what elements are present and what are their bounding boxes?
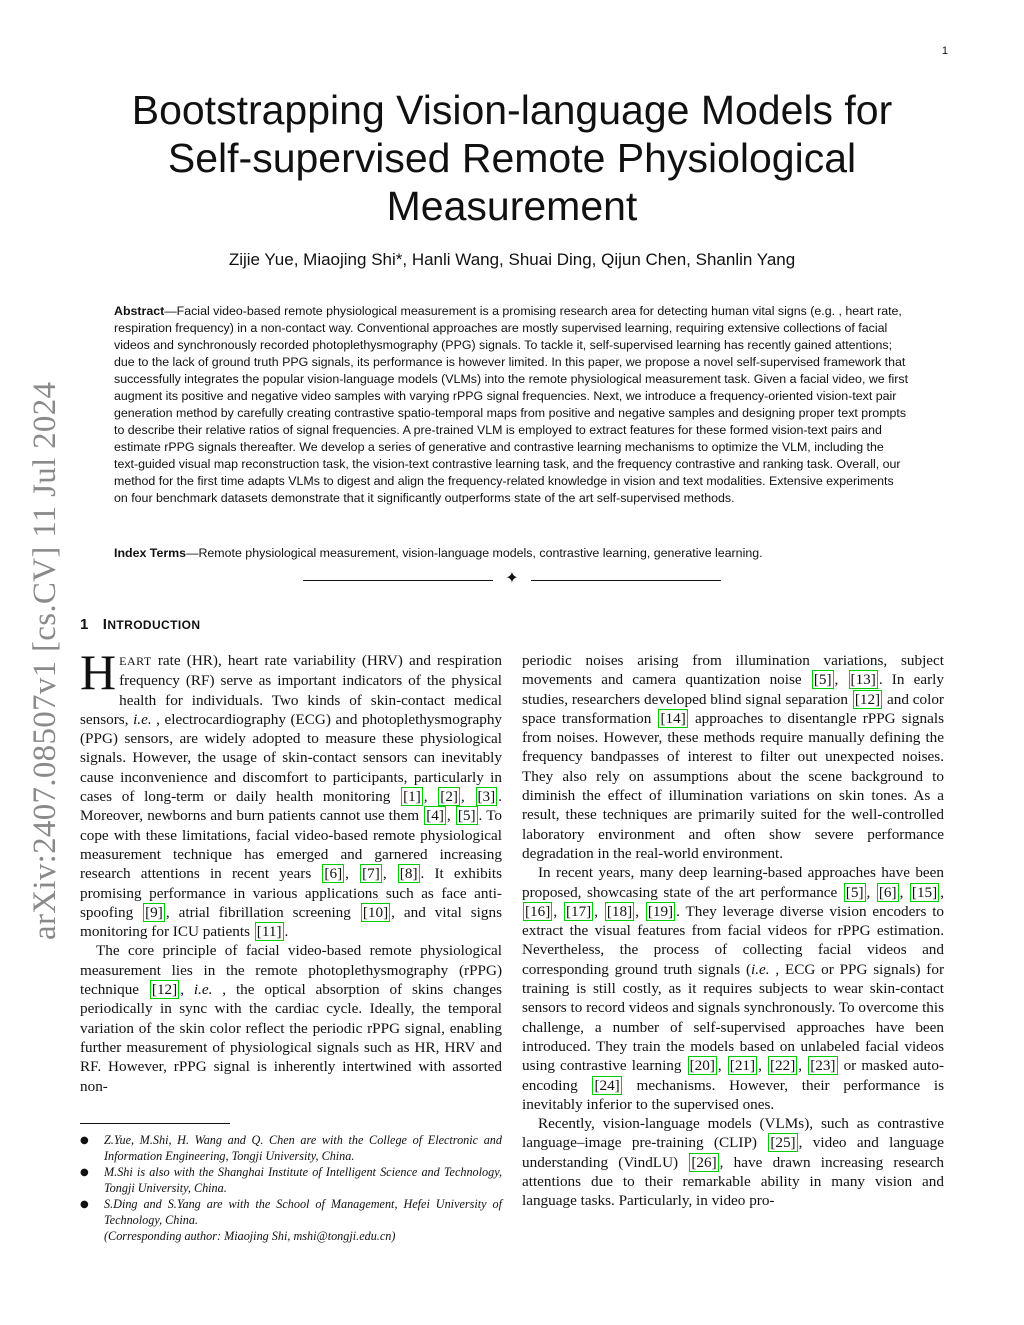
text-run: rate (HR), heart rate variability (HRV) and respiration frequency (RF) serve as important indicators of the physical health for individuals. Two kinds of skin-contact medical sensors,	[80, 652, 502, 728]
citation-link[interactable]: [26]	[691, 1153, 717, 1171]
abstract-label: Abstract	[114, 304, 165, 318]
arxiv-identifier-stamp[interactable]: arXiv:2407.08507v1 [cs.CV] 11 Jul 2024	[27, 381, 63, 940]
text-run: ,	[180, 981, 194, 999]
italic-run: i.e.	[751, 960, 770, 978]
text-run: , electrocardiography (ECG) and photoplethysmography (PPG) sensors, are widely adopted to measure these physiological signals. However, the usage of skin-contact sensors can inevitably cause inconvenience and discomfort to participants, particularly in cases of long-term or daily health monitoring	[80, 710, 503, 806]
footnote-item	[80, 1165, 502, 1196]
footnote-text: Z.Yue, M.Shi, H. Wang and Q. Chen are with the College of Electronic and Information Engineering, Tongji University, China.	[104, 1133, 502, 1163]
citation-link[interactable]: [5]	[813, 671, 832, 689]
text-run: . They leverage diverse vision encoders to extract the visual features from facial videos for rPPG estimation. Nevertheless, the process of collecting facial videos and corresponding ground truth signals (	[522, 902, 945, 978]
author-list: Zijie Yue, Miaojing Shi*, Hanli Wang, Shuai Ding, Qijun Chen, Shanlin Yang	[228, 250, 796, 269]
separator-rule-left	[303, 580, 493, 581]
citation-link[interactable]: [12]	[151, 981, 178, 999]
affiliation-footnotes	[80, 1133, 502, 1246]
citation-link[interactable]: [21]	[729, 1057, 756, 1075]
text-run: In recent years, many deep learning-based approaches have been proposed, showcasing state of the art performance	[522, 864, 944, 901]
index-terms	[114, 545, 910, 562]
citation-link[interactable]: [8]	[399, 865, 418, 883]
citation-link[interactable]: [22]	[769, 1057, 796, 1075]
text-run: , the optical absorption of skins changes periodically in sync with the cardiac cycle. Ideally, the temporal variation of the skin color reflect the periodic rPPG signal, enabling further measurement of physiological signals such as HR, HRV and RF. However, rPPG signal is inherently intertwined with assorted non-	[80, 981, 503, 1095]
citation-link[interactable]: [12]	[854, 690, 881, 708]
abstract-text: —Facial video-based remote physiological measurement is a promising research area for detecting human vital signs (e.g. , heart rate, respiration frequency) in a non-contact way. Conventional approaches are mostly supervised learning, requiring extensive collections of facial videos and synchronously recorded photoplethysmography (PPG) signals. To tackle it, self-supervised learning has recently gained attentions; due to the lack of ground truth PPG signals, its performance is however limited. In this paper, we propose a novel self-supervised framework that successfully integrates the popular vision-language models (VLMs) into the remote physiological measurement task. Given a facial video, we first augment its positive and negative video samples with varying rPPG signal frequencies. Next, we introduce a frequency-oriented vision-text pair generation method by carefully creating contrastive spatio-temporal maps from positive and negative samples and designing proper text prompts to describe their relative ratios of signal frequencies. A pre-trained VLM is employed to extract features for these formed vision-text pairs and estimate rPPG signals thereafter. We develop a series of generative and contrastive learning mechanisms to optimize the VLM, including the text-guided visual map reconstruction task, the vision-text contrastive learning task, and the frequency contrastive and ranking task. Overall, our method for the first time adapts VLMs to digest and align the frequency-related knowledge in vision and text modalities. Extensive experiments on four benchmark datasets demonstrate that it significantly outperforms state of the art self-supervised methods.	[114, 304, 909, 505]
citation-link[interactable]: [24]	[594, 1076, 620, 1094]
index-terms-text: —Remote physiological measurement, vision-language models, contrastive learning, generative learning.	[186, 546, 763, 560]
text-run: . It exhibits promising performance in various applications such as face anti-spoofing	[80, 865, 503, 921]
dropcap-letter: H	[80, 644, 117, 700]
text-run: approaches to disentangle rPPG signals from noises. However, these methods require manually defining the frequency bandpasses of interest to filter out unexpected noises. They also rely on assumptions about the scene background to diminish the effect of illumination variations on skin tones. As a result, these techniques are primarily suited for the well-controlled laboratory environment and often show severe performance degradation in the real-world environment.	[522, 709, 944, 862]
citation-link[interactable]: [17]	[565, 902, 592, 920]
footnote-text: M.Shi is also with the Shanghai Institute of Intelligent Science and Technology, Tongji University, China.	[104, 1165, 502, 1195]
separator-rule-right	[531, 580, 721, 581]
citation-link[interactable]: [23]	[810, 1057, 836, 1075]
intro-paragraph-2	[80, 941, 502, 1095]
index-terms-label: Index Terms	[114, 546, 187, 560]
footnote-item	[80, 1197, 502, 1228]
citation-link[interactable]: [1]	[403, 788, 421, 806]
abstract	[114, 303, 910, 507]
footnote-rule	[80, 1123, 230, 1124]
intro-paragraph-5	[522, 1114, 944, 1210]
intro-paragraph-4: In recent years, many deep learning-based approaches have been proposed, showcasing state of the art performance [5] , [6] , [15] , [16] , [17] , [18] , [19] . They leverage diverse vision encoders to extract the visual features from facial videos for rPPG estimation. Nevertheless, the process of collecting facial videos and corresponding ground truth signals (i.e. , ECG or PPG signals) for training is still costly, as it requires subjects to wear skin-contact sensors to record videos and signals synchronously. To overcome this challenge, a number of self-supervised approaches have been introduced. They train the models based on unlabeled facial videos using contrastive learning [20] , [21] , [22] , [23] or masked auto-encoding [24] mechanisms. However, their performance is inevitably inferior to the supervised ones.	[522, 864, 945, 1113]
intro-paragraph-3: periodic noises arising from illumination variations, subject movements and camera quantization noise [5] , [13] . In early studies, researchers developed blind signal separation [12] and color space transformation [14] approaches to disentangle rPPG signals from noises. However, these methods require manually defining the frequency bandpasses of interest to filter out unexpected noises. They also rely on assumptions about the scene background to diminish the effect of illumination variations on skin tones. As a result, these techniques are primarily suited for the well-controlled laboratory environment and often show severe performance degradation in the real-world environment.	[522, 652, 944, 862]
text-run: , and vital signs monitoring for ICU patients	[80, 903, 502, 941]
citation-link[interactable]: [5]	[845, 883, 864, 901]
italic-run: i.e.	[133, 710, 152, 728]
citation-link[interactable]: [3]	[477, 788, 496, 806]
citation-link[interactable]: [25]	[770, 1134, 796, 1152]
dropcap-word-rest: EART	[119, 654, 152, 668]
citation-link[interactable]: [14]	[660, 709, 686, 727]
footnote-text: S.Ding and S.Yang are with the School of Management, Hefei University of Technology, China.	[104, 1197, 502, 1227]
citation-link[interactable]: [6]	[324, 865, 343, 883]
text-run: . In early studies, researchers developed blind signal separation	[522, 671, 944, 708]
citation-link[interactable]: [15]	[911, 883, 938, 901]
citation-link[interactable]: [19]	[647, 902, 674, 920]
text-run: . Moreover, newborns and burn patients cannot use them	[80, 788, 503, 825]
text-run: , video and language understanding (VindLU)	[522, 1134, 944, 1171]
citation-link[interactable]: [11]	[256, 923, 282, 941]
section-separator	[300, 568, 724, 589]
section-title-initial: I	[102, 616, 108, 633]
citation-link[interactable]: [6]	[878, 883, 897, 901]
section-heading-introduction	[80, 616, 200, 633]
separator-diamond-icon: ✦	[505, 568, 519, 587]
text-run: , have drawn increasing research attentions due to their remarkable ability in many vision and language tasks. Particularly, in video pro-	[522, 1153, 944, 1210]
text-run: . To cope with these limitations, facial video-based remote physiological measurement technique has emerged and garnered increasing research attentions in recent years	[80, 807, 502, 883]
bullet-icon: ●	[80, 1135, 89, 1146]
text-run: , ECG or PPG signals) for training is still costly, as it requires subjects to wear skin-contact sensors to record videos and signals synchronously. To overcome this challenge, a number of self-supervised approaches have been introduced. They train the models based on unlabeled facial videos using contrastive learning	[522, 960, 945, 1075]
text-run: , atrial fibrillation screening	[165, 903, 360, 921]
left-column	[80, 644, 503, 1096]
citation-link[interactable]: [9]	[145, 903, 163, 921]
citation-link[interactable]: [16]	[525, 902, 551, 920]
text-run: or masked auto-encoding	[522, 1057, 945, 1094]
section-title-rest: NTRODUCTION	[107, 618, 201, 632]
footnote-item	[80, 1133, 502, 1164]
citation-link[interactable]: [10]	[362, 903, 389, 921]
citation-link[interactable]: [7]	[362, 865, 380, 883]
citation-link[interactable]: [18]	[606, 902, 633, 920]
citation-link[interactable]: [2]	[440, 788, 458, 806]
section-number: 1	[80, 616, 89, 633]
text-run: mechanisms. However, their performance is inevitably inferior to the supervised ones.	[522, 1076, 944, 1113]
text-run: and color space transformation	[522, 690, 944, 727]
bullet-icon: ●	[80, 1167, 89, 1178]
page-number: 1	[941, 45, 948, 57]
italic-run: i.e.	[193, 981, 213, 999]
intro-paragraph-1: HEART rate (HR), heart rate variability (HRV) and respiration frequency (RF) serve as important indicators of the physical health for individuals. Two kinds of skin-contact medical sensors, i.e. , electrocardiography (ECG) and photoplethysmography (PPG) sensors, are widely adopted to measure these physiological signals. However, the usage of skin-contact sensors can inevitably cause inconvenience and discomfort to participants, particularly in cases of long-term or daily health monitoring [1] , [2] , [3] . Moreover, newborns and burn patients cannot use them [4] , [5] . To cope with these limitations, facial video-based remote physiological measurement technique has emerged and garnered increasing research attentions in recent years [6] , [7] , [8] . It exhibits promising performance in various applications such as face anti-spoofing [9] , atrial fibrillation screening [10] , and vital signs monitoring for ICU patients [11] .	[80, 644, 503, 941]
text-run: The core principle of facial video-based remote physiological measurement lies in the remote photoplethysmography (rPPG) technique	[80, 942, 502, 999]
text-run: Recently, vision-language models (VLMs), such as contrastive language–image pre-training (CLIP)	[522, 1115, 944, 1152]
paper-title: Bootstrapping Vision-language Models for Self-supervised Remote Physiological Measurement	[131, 87, 893, 229]
bullet-icon: ●	[80, 1199, 89, 1210]
citation-link[interactable]: [4]	[426, 807, 444, 825]
text-run: .	[284, 923, 289, 941]
citation-link[interactable]: [20]	[689, 1057, 715, 1075]
text-run: periodic noises arising from illumination variations, subject movements and camera quantization noise	[522, 652, 944, 689]
right-column	[522, 651, 944, 1211]
citation-link[interactable]: [5]	[457, 807, 476, 825]
footnote-corresponding-author: (Corresponding author: Miaojing Shi, mshi@tongji.edu.cn)	[104, 1229, 396, 1243]
citation-link[interactable]: [13]	[850, 671, 876, 689]
